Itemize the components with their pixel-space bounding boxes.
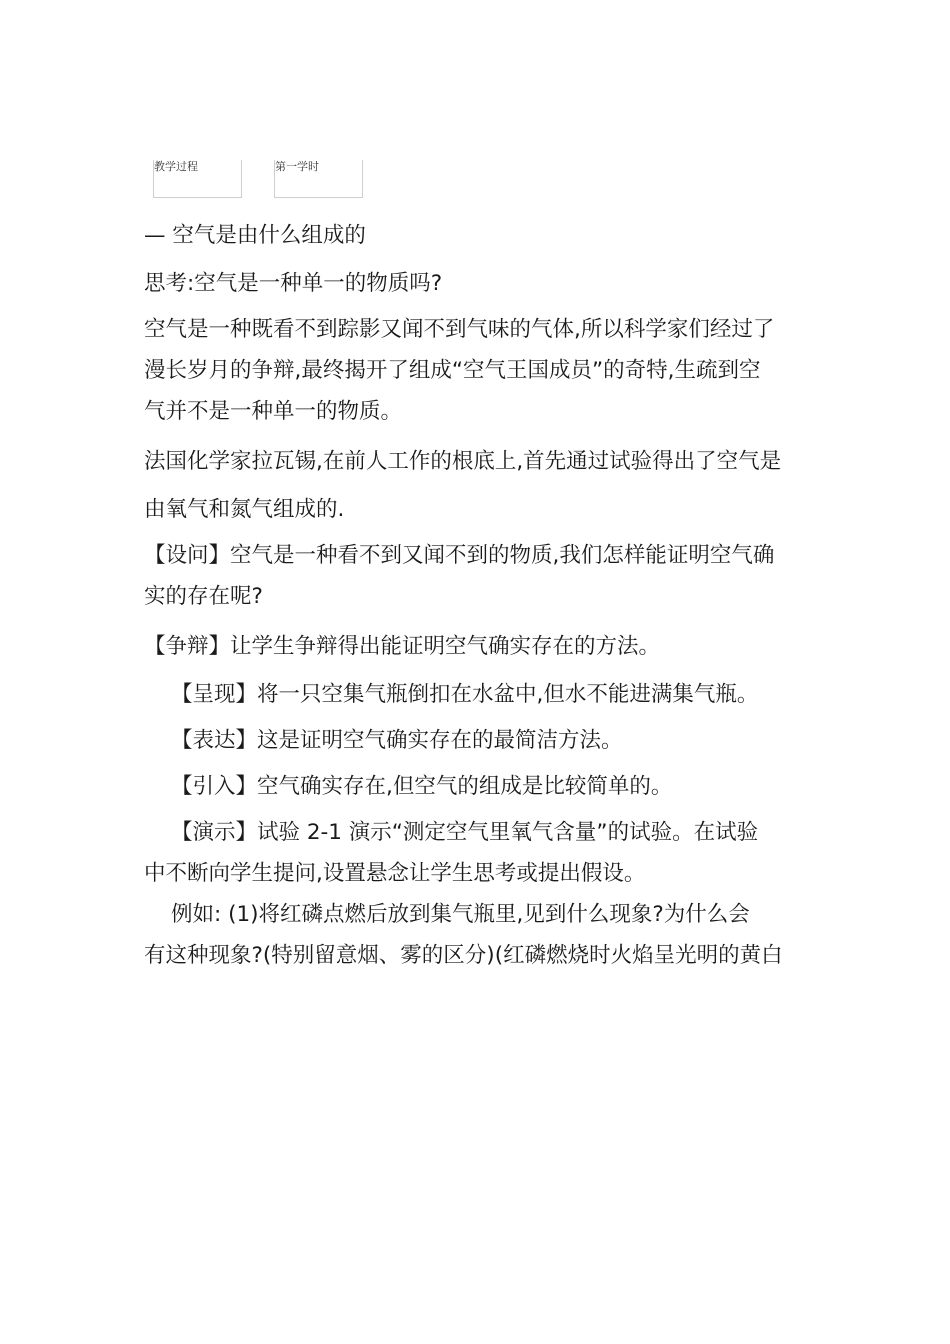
- text-line: 法国化学家拉瓦锡,在前人工作的根底上,首先通过试验得出了空气是: [144, 449, 782, 474]
- text-line: 【争辩】让学生争辩得出能证明空气确实存在的方法。: [144, 634, 661, 659]
- text-line: 【引入】空气确实存在,但空气的组成是比较简单的。: [171, 774, 673, 799]
- text-line: 【设问】空气是一种看不到又闻不到的物质,我们怎样能证明空气确: [144, 543, 775, 568]
- table-cell-first-lesson: [274, 160, 363, 198]
- text-line: 实的存在呢?: [144, 584, 263, 609]
- text-line: 气并不是一种单一的物质。: [144, 399, 403, 424]
- text-line: 空气是一种既看不到踪影又闻不到气味的气体,所以科学家们经过了: [144, 317, 775, 342]
- table-cell-text: 教学过程: [154, 160, 198, 173]
- text-line: 例如: (1)将红磷点燃后放到集气瓶里,见到什么现象?为什么会: [171, 902, 750, 927]
- text-line: 【表达】这是证明空气确实存在的最简洁方法。: [171, 728, 623, 753]
- table-cell-teaching-process: [153, 160, 242, 198]
- table-cell-text: 第一学时: [275, 160, 319, 173]
- text-line: 有这种现象?(特别留意烟、雾的区分)(红磷燃烧时火焰呈光明的黄白: [144, 943, 783, 968]
- text-line: 中不断向学生提问,设置悬念让学生思考或提出假设。: [144, 861, 646, 886]
- section-heading: — 空气是由什么组成的: [144, 223, 366, 248]
- text-line: 【呈现】将一只空集气瓶倒扣在水盆中,但水不能进满集气瓶。: [171, 682, 759, 707]
- text-line: 思考:空气是一种单一的物质吗?: [144, 271, 443, 296]
- text-line: 【演示】试验 2-1 演示“测定空气里氧气含量”的试验。在试验: [171, 820, 759, 845]
- text-line: 由氧气和氮气组成的.: [144, 497, 345, 522]
- text-line: 漫长岁月的争辩,最终揭开了组成“空气王国成员”的奇特,生疏到空: [144, 358, 761, 383]
